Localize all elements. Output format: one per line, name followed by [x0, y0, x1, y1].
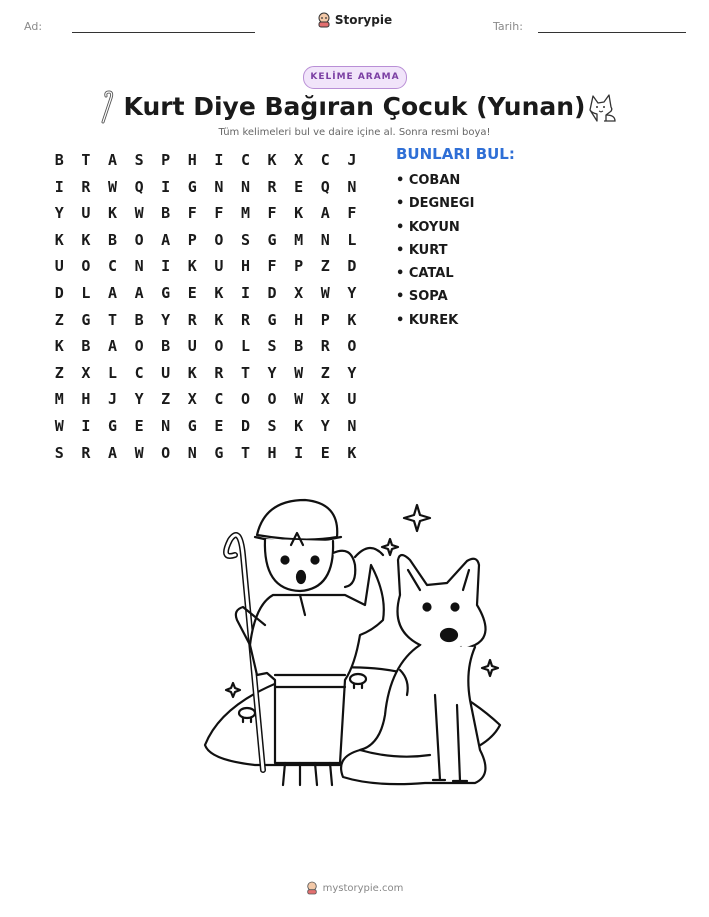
- word-list-item: • SOPA: [396, 289, 448, 305]
- grid-cell[interactable]: K: [54, 230, 64, 249]
- grid-cell[interactable]: R: [187, 310, 197, 329]
- word-search-grid: [46, 147, 365, 466]
- grid-cell[interactable]: N: [320, 230, 330, 249]
- grid-cell[interactable]: X: [81, 363, 91, 382]
- grid-cell[interactable]: B: [54, 151, 64, 169]
- word-list-item: • COBAN: [396, 173, 461, 188]
- grid-cell[interactable]: L: [347, 230, 357, 249]
- grid-cell[interactable]: N: [347, 416, 357, 435]
- grid-cell[interactable]: Z: [54, 363, 64, 382]
- grid-cell[interactable]: O: [134, 230, 144, 249]
- grid-cell[interactable]: Q: [134, 177, 144, 196]
- grid-cell[interactable]: H: [187, 151, 197, 169]
- grid-cell[interactable]: P: [294, 257, 304, 276]
- grid-cell[interactable]: S: [240, 230, 250, 249]
- grid-cell[interactable]: F: [214, 204, 224, 223]
- footer: [0, 880, 709, 899]
- name-label: Ad:: [24, 20, 43, 33]
- grid-cell[interactable]: S: [267, 337, 277, 356]
- grid-cell[interactable]: Z: [54, 310, 64, 329]
- grid-cell[interactable]: A: [107, 443, 117, 462]
- word-list-item: • DEGNEGI: [396, 196, 475, 212]
- grid-cell[interactable]: H: [267, 443, 277, 462]
- grid-cell[interactable]: G: [267, 230, 277, 249]
- grid-cell[interactable]: X: [320, 390, 330, 409]
- grid-cell[interactable]: R: [320, 337, 330, 356]
- grid-cell[interactable]: N: [161, 416, 171, 435]
- grid-cell[interactable]: F: [267, 257, 277, 276]
- storypie-logo-icon: [317, 12, 331, 28]
- grid-cell[interactable]: A: [107, 337, 117, 356]
- grid-cell[interactable]: O: [161, 443, 171, 462]
- grid-cell[interactable]: G: [214, 443, 224, 462]
- grid-row: [46, 200, 365, 227]
- grid-cell[interactable]: R: [267, 177, 277, 196]
- word-list-title: BUNLARI BUL:: [396, 145, 515, 163]
- grid-cell[interactable]: Z: [320, 363, 330, 382]
- grid-cell[interactable]: L: [240, 337, 250, 356]
- grid-cell[interactable]: K: [347, 443, 357, 462]
- grid-cell[interactable]: W: [134, 443, 144, 462]
- grid-row: [46, 440, 365, 467]
- grid-cell[interactable]: L: [107, 363, 117, 382]
- grid-cell[interactable]: A: [320, 204, 330, 223]
- grid-cell[interactable]: M: [294, 230, 304, 249]
- grid-cell[interactable]: I: [161, 177, 171, 196]
- grid-cell[interactable]: W: [294, 390, 304, 409]
- grid-cell[interactable]: U: [187, 337, 197, 356]
- grid-row: [46, 307, 365, 334]
- grid-cell[interactable]: H: [294, 310, 304, 329]
- grid-cell[interactable]: N: [134, 257, 144, 276]
- grid-row: [46, 413, 365, 440]
- grid-cell[interactable]: Y: [54, 204, 64, 223]
- grid-cell[interactable]: J: [107, 390, 117, 409]
- grid-cell[interactable]: W: [294, 363, 304, 382]
- name-line: [72, 32, 255, 33]
- grid-cell[interactable]: I: [81, 416, 91, 435]
- grid-cell[interactable]: C: [134, 363, 144, 382]
- grid-cell[interactable]: O: [267, 390, 277, 409]
- grid-cell[interactable]: A: [134, 283, 144, 302]
- grid-cell[interactable]: S: [134, 151, 144, 169]
- grid-cell[interactable]: E: [294, 177, 304, 196]
- grid-row: [46, 147, 365, 174]
- category-badge: KELİME ARAMA: [303, 66, 407, 89]
- grid-cell[interactable]: R: [240, 310, 250, 329]
- word-list-item: • KURT: [396, 242, 448, 258]
- grid-cell[interactable]: K: [347, 310, 357, 329]
- grid-cell[interactable]: G: [107, 416, 117, 435]
- grid-cell[interactable]: W: [54, 416, 64, 435]
- grid-cell[interactable]: Z: [320, 257, 330, 276]
- grid-cell[interactable]: Y: [134, 390, 144, 409]
- grid-cell[interactable]: U: [81, 204, 91, 223]
- grid-cell[interactable]: X: [187, 390, 197, 409]
- grid-cell[interactable]: X: [294, 151, 304, 169]
- grid-cell[interactable]: S: [54, 443, 64, 462]
- grid-cell[interactable]: I: [240, 283, 250, 302]
- grid-cell[interactable]: K: [214, 310, 224, 329]
- grid-cell[interactable]: K: [54, 337, 64, 356]
- grid-cell[interactable]: B: [161, 337, 171, 356]
- grid-cell[interactable]: O: [214, 230, 224, 249]
- grid-cell[interactable]: B: [107, 230, 117, 249]
- brand-name: Storypie: [334, 13, 393, 27]
- grid-cell[interactable]: D: [240, 416, 250, 435]
- grid-cell[interactable]: Y: [320, 416, 330, 435]
- grid-row: [46, 253, 365, 280]
- grid-cell[interactable]: O: [134, 337, 144, 356]
- grid-row: [46, 386, 365, 413]
- grid-cell[interactable]: O: [81, 257, 91, 276]
- grid-cell[interactable]: J: [347, 151, 357, 169]
- word-list-item: • CATAL: [396, 266, 454, 282]
- grid-cell[interactable]: E: [134, 416, 144, 435]
- grid-cell[interactable]: P: [320, 310, 330, 329]
- grid-cell[interactable]: X: [294, 283, 304, 302]
- brand: [0, 12, 709, 32]
- grid-row: [46, 227, 365, 254]
- grid-cell[interactable]: P: [187, 230, 197, 249]
- grid-cell[interactable]: Y: [347, 363, 357, 382]
- grid-cell[interactable]: K: [187, 257, 197, 276]
- storypie-footer-logo-icon: [306, 881, 318, 895]
- grid-cell[interactable]: D: [347, 257, 357, 276]
- word-list-item: • KUREK: [396, 312, 459, 328]
- page-title: Kurt Diye Bağıran Çocuk (Yunan): [123, 92, 586, 121]
- grid-cell[interactable]: E: [187, 283, 197, 302]
- grid-cell[interactable]: I: [54, 177, 64, 196]
- grid-cell[interactable]: F: [347, 204, 357, 223]
- grid-cell[interactable]: Q: [320, 177, 330, 196]
- grid-cell[interactable]: F: [267, 204, 277, 223]
- grid-cell[interactable]: T: [107, 310, 117, 329]
- grid-cell[interactable]: N: [240, 177, 250, 196]
- grid-cell[interactable]: A: [107, 283, 117, 302]
- grid-cell[interactable]: K: [187, 363, 197, 382]
- grid-cell[interactable]: W: [107, 177, 117, 196]
- grid-cell[interactable]: G: [187, 416, 197, 435]
- grid-cell[interactable]: O: [347, 337, 357, 356]
- grid-row: [46, 333, 365, 360]
- grid-cell[interactable]: C: [320, 151, 330, 169]
- grid-row: [46, 360, 365, 387]
- grid-cell[interactable]: G: [187, 177, 197, 196]
- grid-cell[interactable]: I: [294, 443, 304, 462]
- grid-cell[interactable]: A: [161, 230, 171, 249]
- grid-cell[interactable]: Y: [347, 283, 357, 302]
- grid-cell[interactable]: E: [214, 416, 224, 435]
- grid-cell[interactable]: W: [320, 283, 330, 302]
- grid-cell[interactable]: W: [134, 204, 144, 223]
- grid-cell[interactable]: K: [294, 416, 304, 435]
- grid-cell[interactable]: L: [81, 283, 91, 302]
- grid-cell[interactable]: B: [161, 204, 171, 223]
- grid-cell[interactable]: D: [54, 283, 64, 302]
- grid-cell[interactable]: K: [81, 230, 91, 249]
- footer-url: mystorypie.com: [322, 882, 404, 894]
- grid-cell[interactable]: D: [267, 283, 277, 302]
- grid-cell[interactable]: B: [81, 337, 91, 356]
- grid-cell[interactable]: H: [240, 257, 250, 276]
- word-list-item: • KOYUN: [396, 219, 460, 235]
- grid-cell[interactable]: H: [81, 390, 91, 409]
- grid-cell[interactable]: C: [107, 257, 117, 276]
- grid-cell[interactable]: R: [214, 363, 224, 382]
- grid-cell[interactable]: K: [214, 283, 224, 302]
- grid-cell[interactable]: Z: [161, 390, 171, 409]
- grid-cell[interactable]: M: [240, 204, 250, 223]
- shepherd-boy-wolf-illustration: [195, 495, 515, 790]
- grid-cell[interactable]: I: [214, 151, 224, 169]
- grid-cell[interactable]: U: [54, 257, 64, 276]
- grid-cell[interactable]: A: [107, 151, 117, 169]
- grid-cell[interactable]: I: [161, 257, 171, 276]
- grid-cell[interactable]: G: [161, 283, 171, 302]
- grid-cell[interactable]: R: [81, 443, 91, 462]
- grid-cell[interactable]: S: [267, 416, 277, 435]
- grid-cell[interactable]: P: [161, 151, 171, 169]
- grid-cell[interactable]: R: [81, 177, 91, 196]
- grid-cell[interactable]: N: [214, 177, 224, 196]
- grid-cell[interactable]: G: [267, 310, 277, 329]
- grid-cell[interactable]: C: [214, 390, 224, 409]
- grid-cell[interactable]: Y: [267, 363, 277, 382]
- grid-cell[interactable]: O: [214, 337, 224, 356]
- word-list: [396, 171, 474, 334]
- grid-cell[interactable]: C: [240, 151, 250, 169]
- grid-cell[interactable]: U: [347, 390, 357, 409]
- grid-row: [46, 280, 365, 307]
- grid-cell[interactable]: N: [347, 177, 357, 196]
- grid-cell[interactable]: E: [320, 443, 330, 462]
- grid-cell[interactable]: B: [294, 337, 304, 356]
- grid-cell[interactable]: O: [240, 390, 250, 409]
- grid-cell[interactable]: T: [81, 151, 91, 169]
- grid-cell[interactable]: B: [134, 310, 144, 329]
- grid-cell[interactable]: N: [187, 443, 197, 462]
- grid-cell[interactable]: T: [240, 443, 250, 462]
- grid-cell[interactable]: G: [81, 310, 91, 329]
- grid-cell[interactable]: T: [240, 363, 250, 382]
- grid-cell[interactable]: M: [54, 390, 64, 409]
- grid-cell[interactable]: K: [267, 151, 277, 169]
- grid-cell[interactable]: U: [161, 363, 171, 382]
- grid-cell[interactable]: F: [187, 204, 197, 223]
- grid-cell[interactable]: K: [107, 204, 117, 223]
- wolf-icon: [584, 90, 618, 122]
- instructions: Tüm kelimeleri bul ve daire içine al. Sonra resmi boya!: [218, 127, 491, 138]
- date-label: Tarih:: [493, 20, 523, 33]
- grid-cell[interactable]: Y: [161, 310, 171, 329]
- grid-cell[interactable]: K: [294, 204, 304, 223]
- grid-row: [46, 174, 365, 201]
- grid-cell[interactable]: U: [214, 257, 224, 276]
- date-line: [538, 32, 686, 33]
